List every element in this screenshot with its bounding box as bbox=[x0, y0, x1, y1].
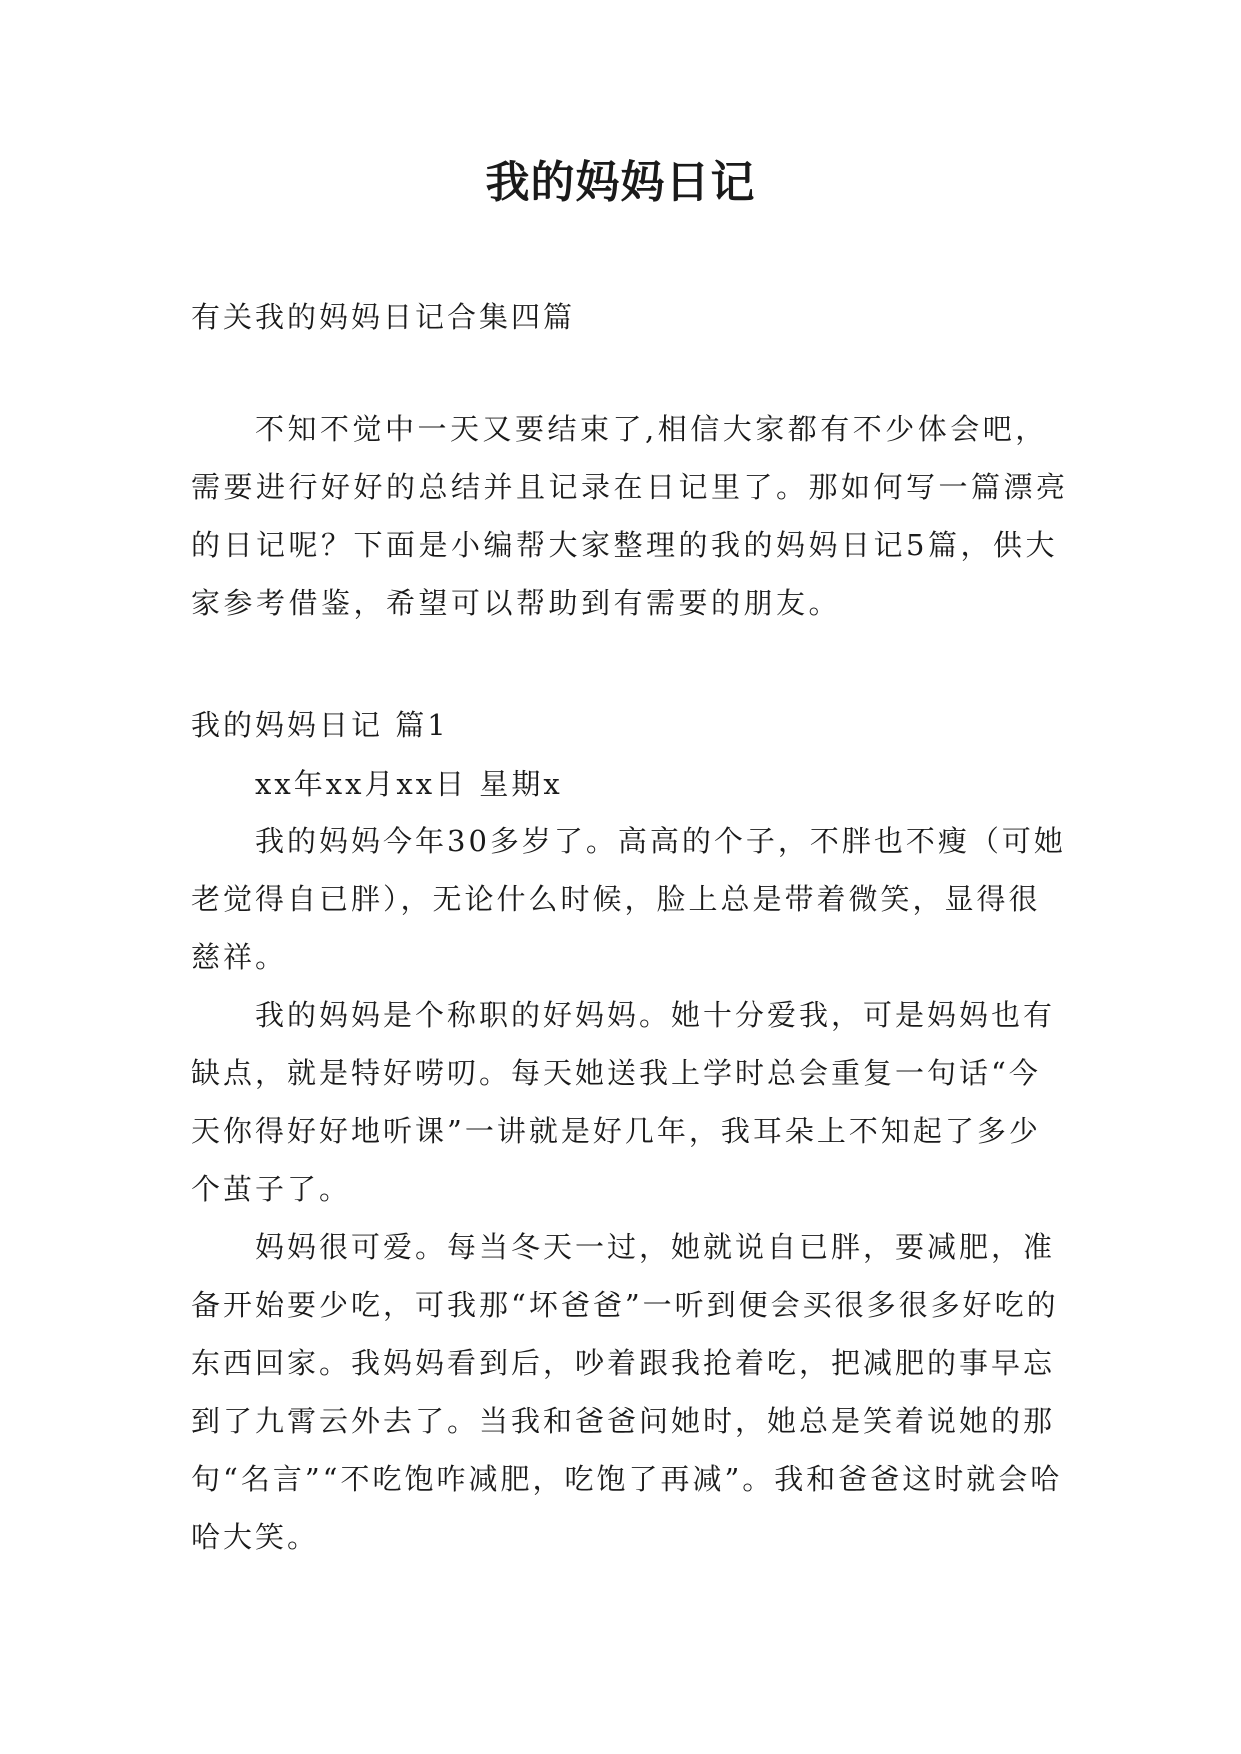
diary-paragraph: 我的妈妈今年30多岁了。高高的个子，不胖也不瘦（可她老觉得自已胖），无论什么时候，脸上总是带着微笑，显得很慈祥。 bbox=[191, 824, 1066, 974]
diary-paragraph: 妈妈很可爱。每当冬天一过，她就说自已胖，要减肥，准备开始要少吃，可我那“坏爸爸”一听到便会买很多很多好吃的东西回家。我妈妈看到后，吵着跟我抢着吃，把减肥的事早忘到了九霄云外去了。当我和爸爸问她时，她总是笑着说她的那句“名言”“不吃饱咋减肥，吃饱了再减”。我和爸爸这时就会哈哈大笑。 bbox=[191, 1230, 1063, 1554]
intro-paragraph: 不知不觉中一天又要结束了,相信大家都有不少体会吧，需要进行好好的总结并且记录在日记里了。那如何写一篇漂亮的日记呢？下面是小编帮大家整理的我的妈妈日记5篇，供大家参考借鉴，希望可以帮助到有需要的朋友。 bbox=[191, 412, 1069, 620]
diary-paragraph: 我的妈妈是个称职的好妈妈。她十分爱我，可是妈妈也有缺点，就是特好唠叨。每天她送我上学时总会重复一句话“今天你得好好地听课”一讲就是好几年，我耳朵上不知起了多少个茧子了。 bbox=[191, 998, 1056, 1206]
diary-article bbox=[191, 812, 1071, 1566]
document-title: 我的妈妈日记 bbox=[485, 157, 756, 208]
document-subtitle: 有关我的妈妈日记合集四篇 bbox=[191, 300, 576, 334]
diary-date-line: xx年xx月xx日 星期x bbox=[255, 767, 563, 801]
section-heading: 我的妈妈日记 篇1 bbox=[191, 708, 449, 742]
